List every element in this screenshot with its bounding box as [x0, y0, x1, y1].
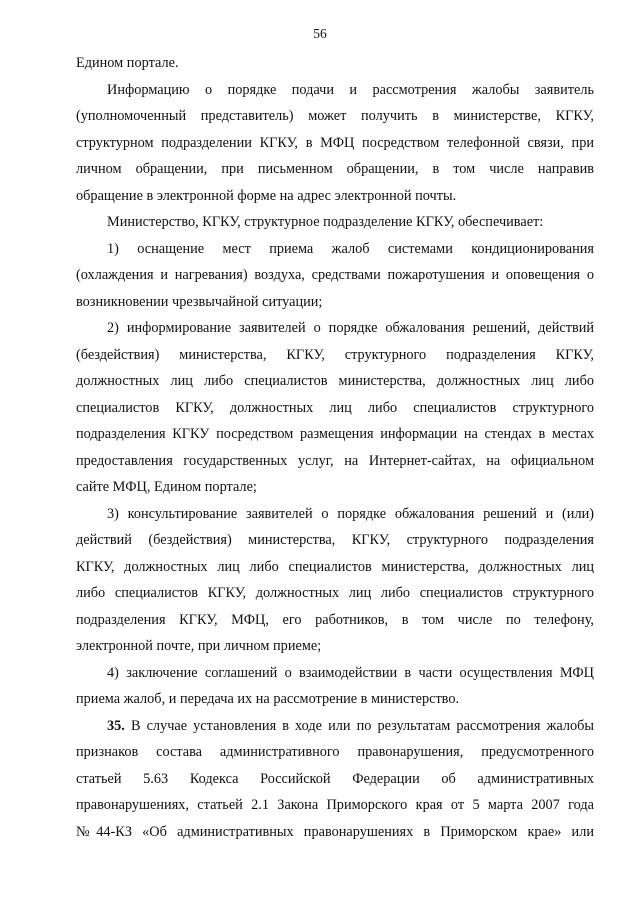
text-line: (уполномоченный представитель) может получить в министерстве, КГКУ,	[76, 108, 594, 124]
text-line: электронной почте, при личном приеме;	[76, 638, 322, 654]
paragraph	[76, 236, 594, 316]
text-line: возникновении чрезвычайной ситуации;	[76, 293, 323, 310]
document-body	[76, 50, 594, 845]
text-line: предоставления государственных услуг, на Интернет-сайтах, на официальном	[76, 452, 594, 469]
text-line: структурном подразделении КГКУ, в МФЦ посредством телефонной связи, при	[76, 134, 594, 151]
paragraph	[76, 315, 594, 501]
paragraph	[76, 209, 594, 236]
text-line: обращение в электронной форме на адрес электронной почты.	[76, 187, 457, 204]
text-line: специалистов КГКУ, должностных лиц либо специалистов структурного	[76, 399, 594, 416]
paragraph	[76, 660, 594, 713]
text-line: 3) консультирование заявителей о порядке обжалования решений и (или)	[107, 505, 594, 522]
text-line: приема жалоб, и передача их на рассмотрение в министерство.	[76, 691, 460, 707]
text-line: №44-КЗ «Об административных правонарушениях в Приморском крае» или	[76, 823, 594, 840]
page-number: 56	[313, 26, 327, 41]
text-line: статьей 5.63 Кодекса Российской Федерации об административных	[76, 770, 594, 787]
paragraph	[76, 50, 594, 77]
text-line: Министерство, КГКУ, структурное подразделение КГКУ, обеспечивает:	[107, 214, 544, 230]
text-line: 4) заключение соглашений о взаимодействии в части осуществления МФЦ	[107, 664, 594, 681]
text-line: (охлаждения и нагревания) воздуха, средствами пожаротушения и оповещения о	[76, 267, 594, 283]
text-line: подразделения КГКУ посредством размещения информации на стендах в местах	[76, 426, 594, 442]
text-line: КГКУ, должностных лиц либо специалистов министерства, должностных лиц	[76, 558, 594, 575]
text-line: правонарушениях, статьей 2.1 Закона Приморского края от 5 марта 2007 года	[76, 797, 594, 813]
text-line: Едином портале.	[76, 55, 179, 71]
text-line: либо специалистов КГКУ, должностных лиц либо специалистов структурного	[76, 585, 594, 601]
text-line: личном обращении, при письменном обращении, в том числе направив	[76, 161, 594, 177]
clause-text: В случае установления в ходе или по результатам рассмотрения жалобы	[124, 717, 594, 734]
text-line: 1) оснащение мест приема жалоб системами кондиционирования	[107, 240, 594, 257]
text-line: (бездействия) министерства, КГКУ, структурного подразделения КГКУ,	[76, 346, 594, 363]
text-line: действий (бездействия) министерства, КГКУ, структурного подразделения	[76, 532, 594, 548]
paragraph	[76, 77, 594, 210]
text-line: 2) информирование заявителей о порядке обжалования решений, действий	[107, 320, 594, 336]
text-line: Информацию о порядке подачи и рассмотрения жалобы заявитель	[107, 81, 594, 98]
text-line: признаков состава административного правонарушения, предусмотренного	[76, 744, 594, 760]
text-line: должностных лиц либо специалистов министерства, должностных лиц либо	[76, 373, 594, 389]
text-line: подразделения КГКУ, МФЦ, его работников, в том числе по телефону,	[76, 611, 594, 628]
text-line	[76, 713, 594, 740]
paragraph	[76, 713, 594, 846]
paragraph	[76, 501, 594, 660]
clause-number: 35.	[107, 717, 125, 734]
text-line: сайте МФЦ, Едином портале;	[76, 479, 257, 495]
